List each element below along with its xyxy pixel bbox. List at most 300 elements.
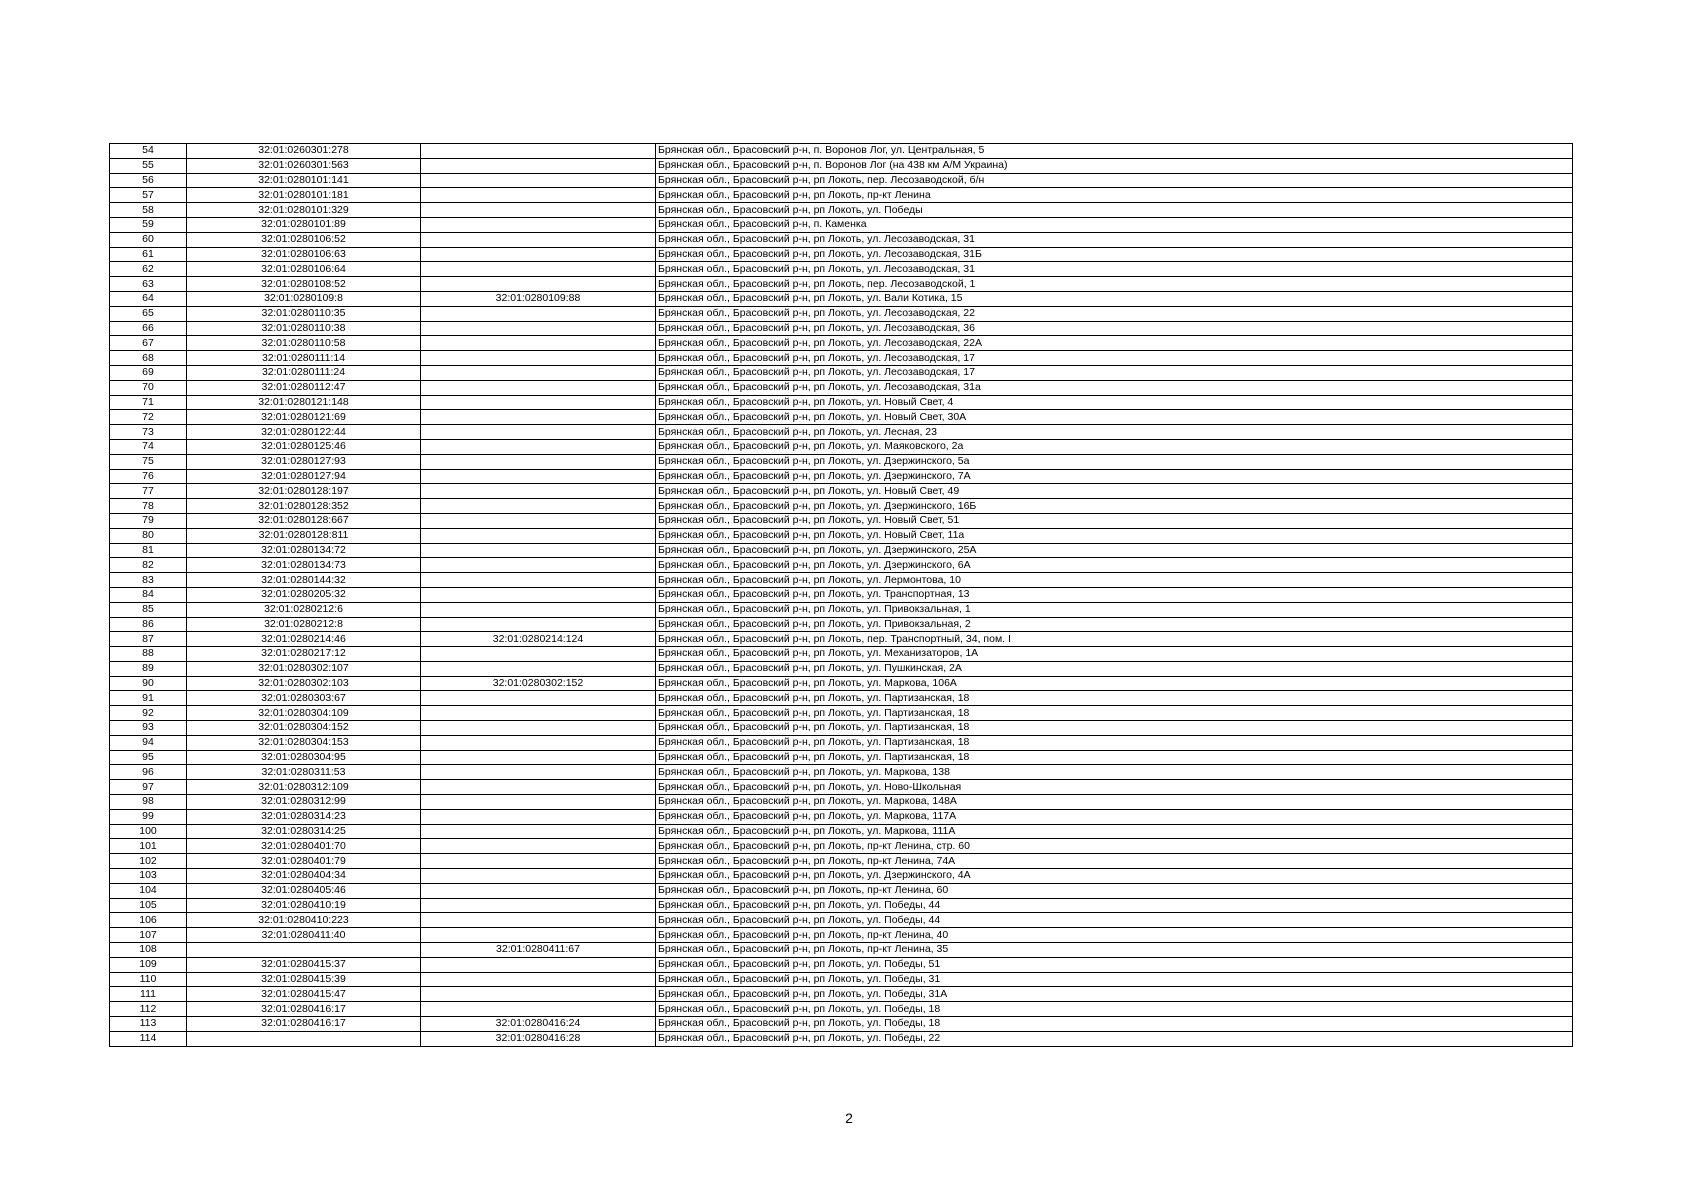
table-row xyxy=(110,602,1573,617)
related-cadastral-number-cell xyxy=(421,780,656,795)
cadastral-number-cell: 32:01:0280128:667 xyxy=(187,513,421,528)
cadastral-number-cell: 32:01:0280401:79 xyxy=(187,854,421,869)
row-number-cell: 88 xyxy=(110,647,187,662)
table-row xyxy=(110,972,1573,987)
cadastral-number-cell: 32:01:0280404:34 xyxy=(187,869,421,884)
table-row xyxy=(110,943,1573,958)
table-row xyxy=(110,1017,1573,1032)
related-cadastral-number-cell xyxy=(421,173,656,188)
table-row xyxy=(110,203,1573,218)
row-number-cell: 98 xyxy=(110,795,187,810)
cadastral-number-cell: 32:01:0280312:99 xyxy=(187,795,421,810)
related-cadastral-number-cell xyxy=(421,913,656,928)
row-number-cell: 82 xyxy=(110,558,187,573)
cadastral-number-cell: 32:01:0280312:109 xyxy=(187,780,421,795)
row-number-cell: 64 xyxy=(110,291,187,306)
cadastral-number-cell: 32:01:0280101:89 xyxy=(187,217,421,232)
table-row xyxy=(110,484,1573,499)
table-row xyxy=(110,351,1573,366)
table-row xyxy=(110,928,1573,943)
table-row xyxy=(110,454,1573,469)
related-cadastral-number-cell xyxy=(421,469,656,484)
related-cadastral-number-cell xyxy=(421,277,656,292)
row-number-cell: 55 xyxy=(110,158,187,173)
address-cell: Брянская обл., Брасовский р-н, рп Локоть, ул. Новый Свет, 4 xyxy=(656,395,1573,410)
address-cell: Брянская обл., Брасовский р-н, рп Локоть, ул. Новый Свет, 11а xyxy=(656,528,1573,543)
related-cadastral-number-cell xyxy=(421,573,656,588)
address-cell: Брянская обл., Брасовский р-н, рп Локоть, пр-кт Ленина, стр. 60 xyxy=(656,839,1573,854)
address-cell: Брянская обл., Брасовский р-н, рп Локоть, пер. Транспортный, 34, пом. I xyxy=(656,632,1573,647)
cadastral-number-cell: 32:01:0280416:17 xyxy=(187,1017,421,1032)
address-cell: Брянская обл., Брасовский р-н, рп Локоть, ул. Маркова, 117А xyxy=(656,809,1573,824)
cadastral-number-cell xyxy=(187,1031,421,1046)
address-cell: Брянская обл., Брасовский р-н, п. Воронов Лог (на 438 км А/М Украина) xyxy=(656,158,1573,173)
table-row xyxy=(110,617,1573,632)
table-row xyxy=(110,173,1573,188)
table-row xyxy=(110,883,1573,898)
table-row xyxy=(110,262,1573,277)
row-number-cell: 95 xyxy=(110,750,187,765)
address-cell: Брянская обл., Брасовский р-н, рп Локоть, ул. Маяковского, 2а xyxy=(656,439,1573,454)
related-cadastral-number-cell xyxy=(421,987,656,1002)
related-cadastral-number-cell xyxy=(421,957,656,972)
related-cadastral-number-cell xyxy=(421,365,656,380)
table-row xyxy=(110,854,1573,869)
related-cadastral-number-cell xyxy=(421,869,656,884)
table-row xyxy=(110,1031,1573,1046)
row-number-cell: 108 xyxy=(110,943,187,958)
row-number-cell: 62 xyxy=(110,262,187,277)
address-cell: Брянская обл., Брасовский р-н, рп Локоть, ул. Лесозаводская, 36 xyxy=(656,321,1573,336)
table-row xyxy=(110,898,1573,913)
address-cell: Брянская обл., Брасовский р-н, рп Локоть, ул. Дзержинского, 7А xyxy=(656,469,1573,484)
address-cell: Брянская обл., Брасовский р-н, рп Локоть, ул. Маркова, 106А xyxy=(656,676,1573,691)
row-number-cell: 72 xyxy=(110,410,187,425)
row-number-cell: 65 xyxy=(110,306,187,321)
address-cell: Брянская обл., Брасовский р-н, п. Воронов Лог, ул. Центральная, 5 xyxy=(656,144,1573,159)
table-row xyxy=(110,321,1573,336)
cadastral-number-cell: 32:01:0280410:19 xyxy=(187,898,421,913)
cadastral-number-cell: 32:01:0280144:32 xyxy=(187,573,421,588)
cadastral-number-cell: 32:01:0260301:563 xyxy=(187,158,421,173)
table-row xyxy=(110,661,1573,676)
address-cell: Брянская обл., Брасовский р-н, рп Локоть, ул. Лесозаводская, 31а xyxy=(656,380,1573,395)
related-cadastral-number-cell xyxy=(421,602,656,617)
row-number-cell: 67 xyxy=(110,336,187,351)
address-cell: Брянская обл., Брасовский р-н, рп Локоть, ул. Механизаторов, 1А xyxy=(656,647,1573,662)
table-row xyxy=(110,558,1573,573)
cadastral-number-cell: 32:01:0280302:107 xyxy=(187,661,421,676)
table-row xyxy=(110,735,1573,750)
cadastral-number-cell: 32:01:0280101:329 xyxy=(187,203,421,218)
address-cell: Брянская обл., Брасовский р-н, рп Локоть, ул. Победы, 31 xyxy=(656,972,1573,987)
related-cadastral-number-cell xyxy=(421,617,656,632)
table-row xyxy=(110,365,1573,380)
cadastral-number-cell: 32:01:0280128:811 xyxy=(187,528,421,543)
address-cell: Брянская обл., Брасовский р-н, рп Локоть, ул. Победы, 22 xyxy=(656,1031,1573,1046)
related-cadastral-number-cell: 32:01:0280416:24 xyxy=(421,1017,656,1032)
table-row xyxy=(110,410,1573,425)
table-row xyxy=(110,217,1573,232)
row-number-cell: 71 xyxy=(110,395,187,410)
related-cadastral-number-cell xyxy=(421,795,656,810)
cadastral-number-cell: 32:01:0280101:141 xyxy=(187,173,421,188)
table-row xyxy=(110,232,1573,247)
table-row xyxy=(110,306,1573,321)
address-cell: Брянская обл., Брасовский р-н, рп Локоть, ул. Лесозаводская, 31 xyxy=(656,262,1573,277)
row-number-cell: 74 xyxy=(110,439,187,454)
related-cadastral-number-cell xyxy=(421,543,656,558)
related-cadastral-number-cell: 32:01:0280109:88 xyxy=(421,291,656,306)
address-cell: Брянская обл., Брасовский р-н, рп Локоть, ул. Ново-Школьная xyxy=(656,780,1573,795)
row-number-cell: 110 xyxy=(110,972,187,987)
row-number-cell: 106 xyxy=(110,913,187,928)
address-cell: Брянская обл., Брасовский р-н, рп Локоть, ул. Партизанская, 18 xyxy=(656,691,1573,706)
address-cell: Брянская обл., Брасовский р-н, рп Локоть, ул. Партизанская, 18 xyxy=(656,750,1573,765)
row-number-cell: 85 xyxy=(110,602,187,617)
cadastral-number-cell: 32:01:0280416:17 xyxy=(187,1002,421,1017)
related-cadastral-number-cell xyxy=(421,144,656,159)
table-row xyxy=(110,380,1573,395)
related-cadastral-number-cell xyxy=(421,158,656,173)
address-cell: Брянская обл., Брасовский р-н, рп Локоть, ул. Маркова, 138 xyxy=(656,765,1573,780)
cadastral-number-cell: 32:01:0280134:73 xyxy=(187,558,421,573)
row-number-cell: 114 xyxy=(110,1031,187,1046)
table-row xyxy=(110,632,1573,647)
address-cell: Брянская обл., Брасовский р-н, рп Локоть, ул. Транспортная, 13 xyxy=(656,587,1573,602)
address-cell: Брянская обл., Брасовский р-н, рп Локоть, ул. Маркова, 111А xyxy=(656,824,1573,839)
address-cell: Брянская обл., Брасовский р-н, рп Локоть, пер. Лесозаводской, 1 xyxy=(656,277,1573,292)
cadastral-number-cell: 32:01:0280303:67 xyxy=(187,691,421,706)
related-cadastral-number-cell xyxy=(421,854,656,869)
cadastral-number-cell: 32:01:0280125:46 xyxy=(187,439,421,454)
table-row xyxy=(110,795,1573,810)
address-cell: Брянская обл., Брасовский р-н, рп Локоть, ул. Лесозаводская, 22А xyxy=(656,336,1573,351)
table-row xyxy=(110,499,1573,514)
related-cadastral-number-cell xyxy=(421,972,656,987)
related-cadastral-number-cell xyxy=(421,247,656,262)
cadastral-number-cell: 32:01:0280121:148 xyxy=(187,395,421,410)
cadastral-number-cell: 32:01:0280106:52 xyxy=(187,232,421,247)
row-number-cell: 66 xyxy=(110,321,187,336)
related-cadastral-number-cell xyxy=(421,513,656,528)
address-cell: Брянская обл., Брасовский р-н, рп Локоть, ул. Победы, 18 xyxy=(656,1017,1573,1032)
table-body xyxy=(110,144,1573,1047)
related-cadastral-number-cell xyxy=(421,395,656,410)
row-number-cell: 68 xyxy=(110,351,187,366)
related-cadastral-number-cell xyxy=(421,587,656,602)
table-row xyxy=(110,676,1573,691)
cadastral-number-cell: 32:01:0280127:93 xyxy=(187,454,421,469)
row-number-cell: 89 xyxy=(110,661,187,676)
address-cell: Брянская обл., Брасовский р-н, рп Локоть, пр-кт Ленина, 35 xyxy=(656,943,1573,958)
related-cadastral-number-cell xyxy=(421,721,656,736)
row-number-cell: 101 xyxy=(110,839,187,854)
cadastral-number-cell: 32:01:0280217:12 xyxy=(187,647,421,662)
table-row xyxy=(110,513,1573,528)
cadastral-number-cell: 32:01:0280214:46 xyxy=(187,632,421,647)
related-cadastral-number-cell xyxy=(421,306,656,321)
table-row xyxy=(110,439,1573,454)
address-cell: Брянская обл., Брасовский р-н, рп Локоть, ул. Партизанская, 18 xyxy=(656,706,1573,721)
cadastral-number-cell: 32:01:0280304:152 xyxy=(187,721,421,736)
cadastral-number-cell: 32:01:0280127:94 xyxy=(187,469,421,484)
row-number-cell: 83 xyxy=(110,573,187,588)
cadastral-number-cell: 32:01:0280415:37 xyxy=(187,957,421,972)
cadastral-number-cell: 32:01:0280405:46 xyxy=(187,883,421,898)
table-row xyxy=(110,336,1573,351)
address-cell: Брянская обл., Брасовский р-н, рп Локоть, ул. Лермонтова, 10 xyxy=(656,573,1573,588)
table-row xyxy=(110,291,1573,306)
address-cell: Брянская обл., Брасовский р-н, рп Локоть, ул. Победы, 31А xyxy=(656,987,1573,1002)
row-number-cell: 103 xyxy=(110,869,187,884)
cadastral-number-cell: 32:01:0260301:278 xyxy=(187,144,421,159)
cadastral-number-cell: 32:01:0280205:32 xyxy=(187,587,421,602)
row-number-cell: 90 xyxy=(110,676,187,691)
address-cell: Брянская обл., Брасовский р-н, рп Локоть, ул. Партизанская, 18 xyxy=(656,735,1573,750)
related-cadastral-number-cell: 32:01:0280411:67 xyxy=(421,943,656,958)
table-row xyxy=(110,765,1573,780)
row-number-cell: 86 xyxy=(110,617,187,632)
cadastral-number-cell: 32:01:0280311:53 xyxy=(187,765,421,780)
address-cell: Брянская обл., Брасовский р-н, рп Локоть, ул. Победы, 18 xyxy=(656,1002,1573,1017)
related-cadastral-number-cell xyxy=(421,321,656,336)
row-number-cell: 92 xyxy=(110,706,187,721)
table-row xyxy=(110,247,1573,262)
cadastral-number-cell: 32:01:0280212:8 xyxy=(187,617,421,632)
table-row xyxy=(110,277,1573,292)
related-cadastral-number-cell: 32:01:0280214:124 xyxy=(421,632,656,647)
table-row xyxy=(110,158,1573,173)
related-cadastral-number-cell xyxy=(421,217,656,232)
related-cadastral-number-cell xyxy=(421,558,656,573)
cadastral-number-cell: 32:01:0280101:181 xyxy=(187,188,421,203)
address-cell: Брянская обл., Брасовский р-н, рп Локоть, пр-кт Ленина, 60 xyxy=(656,883,1573,898)
table-row xyxy=(110,721,1573,736)
table-row xyxy=(110,1002,1573,1017)
cadastral-number-cell: 32:01:0280110:38 xyxy=(187,321,421,336)
row-number-cell: 58 xyxy=(110,203,187,218)
row-number-cell: 61 xyxy=(110,247,187,262)
row-number-cell: 107 xyxy=(110,928,187,943)
table-row xyxy=(110,528,1573,543)
table-row xyxy=(110,824,1573,839)
table-row xyxy=(110,144,1573,159)
cadastral-number-cell: 32:01:0280134:72 xyxy=(187,543,421,558)
row-number-cell: 104 xyxy=(110,883,187,898)
address-cell: Брянская обл., Брасовский р-н, рп Локоть, ул. Маркова, 148А xyxy=(656,795,1573,810)
cadastral-number-cell: 32:01:0280401:70 xyxy=(187,839,421,854)
table-row xyxy=(110,957,1573,972)
row-number-cell: 77 xyxy=(110,484,187,499)
row-number-cell: 70 xyxy=(110,380,187,395)
related-cadastral-number-cell xyxy=(421,410,656,425)
related-cadastral-number-cell: 32:01:0280416:28 xyxy=(421,1031,656,1046)
table-row xyxy=(110,913,1573,928)
row-number-cell: 69 xyxy=(110,365,187,380)
row-number-cell: 113 xyxy=(110,1017,187,1032)
cadastral-number-cell: 32:01:0280111:24 xyxy=(187,365,421,380)
address-cell: Брянская обл., Брасовский р-н, п. Каменка xyxy=(656,217,1573,232)
cadastral-number-cell: 32:01:0280410:223 xyxy=(187,913,421,928)
address-cell: Брянская обл., Брасовский р-н, рп Локоть, пр-кт Ленина, 74А xyxy=(656,854,1573,869)
related-cadastral-number-cell xyxy=(421,203,656,218)
cadastral-number-cell: 32:01:0280106:63 xyxy=(187,247,421,262)
related-cadastral-number-cell xyxy=(421,898,656,913)
table-row xyxy=(110,750,1573,765)
row-number-cell: 111 xyxy=(110,987,187,1002)
cadastral-number-cell: 32:01:0280128:197 xyxy=(187,484,421,499)
cadastral-number-cell: 32:01:0280304:153 xyxy=(187,735,421,750)
cadastral-number-cell: 32:01:0280106:64 xyxy=(187,262,421,277)
related-cadastral-number-cell: 32:01:0280302:152 xyxy=(421,676,656,691)
address-cell: Брянская обл., Брасовский р-н, рп Локоть, ул. Дзержинского, 25А xyxy=(656,543,1573,558)
table-row xyxy=(110,188,1573,203)
cadastral-number-cell: 32:01:0280122:44 xyxy=(187,425,421,440)
row-number-cell: 97 xyxy=(110,780,187,795)
related-cadastral-number-cell xyxy=(421,188,656,203)
row-number-cell: 105 xyxy=(110,898,187,913)
cadastral-number-cell: 32:01:0280121:69 xyxy=(187,410,421,425)
row-number-cell: 59 xyxy=(110,217,187,232)
table-row xyxy=(110,425,1573,440)
row-number-cell: 109 xyxy=(110,957,187,972)
related-cadastral-number-cell xyxy=(421,928,656,943)
row-number-cell: 57 xyxy=(110,188,187,203)
related-cadastral-number-cell xyxy=(421,661,656,676)
related-cadastral-number-cell xyxy=(421,809,656,824)
related-cadastral-number-cell xyxy=(421,883,656,898)
address-cell: Брянская обл., Брасовский р-н, рп Локоть, ул. Победы xyxy=(656,203,1573,218)
related-cadastral-number-cell xyxy=(421,484,656,499)
table-row xyxy=(110,809,1573,824)
related-cadastral-number-cell xyxy=(421,750,656,765)
address-cell: Брянская обл., Брасовский р-н, рп Локоть, ул. Лесная, 23 xyxy=(656,425,1573,440)
related-cadastral-number-cell xyxy=(421,824,656,839)
table-row xyxy=(110,469,1573,484)
row-number-cell: 63 xyxy=(110,277,187,292)
address-cell: Брянская обл., Брасовский р-н, рп Локоть, ул. Лесозаводская, 17 xyxy=(656,365,1573,380)
table-row xyxy=(110,587,1573,602)
address-cell: Брянская обл., Брасовский р-н, рп Локоть, ул. Лесозаводская, 17 xyxy=(656,351,1573,366)
cadastral-number-cell: 32:01:0280110:35 xyxy=(187,306,421,321)
address-cell: Брянская обл., Брасовский р-н, рп Локоть, ул. Пушкинская, 2А xyxy=(656,661,1573,676)
related-cadastral-number-cell xyxy=(421,336,656,351)
table-row xyxy=(110,780,1573,795)
table-row xyxy=(110,706,1573,721)
cadastral-number-cell: 32:01:0280110:58 xyxy=(187,336,421,351)
row-number-cell: 99 xyxy=(110,809,187,824)
table-row xyxy=(110,543,1573,558)
address-cell: Брянская обл., Брасовский р-н, рп Локоть, ул. Лесозаводская, 31 xyxy=(656,232,1573,247)
address-cell: Брянская обл., Брасовский р-н, рп Локоть, ул. Дзержинского, 4А xyxy=(656,869,1573,884)
table-row xyxy=(110,573,1573,588)
address-cell: Брянская обл., Брасовский р-н, рп Локоть, ул. Лесозаводская, 22 xyxy=(656,306,1573,321)
row-number-cell: 91 xyxy=(110,691,187,706)
cadastral-number-cell: 32:01:0280128:352 xyxy=(187,499,421,514)
cadastral-number-cell: 32:01:0280304:95 xyxy=(187,750,421,765)
cadastral-number-cell: 32:01:0280415:47 xyxy=(187,987,421,1002)
table-row xyxy=(110,987,1573,1002)
related-cadastral-number-cell xyxy=(421,647,656,662)
cadastral-number-cell: 32:01:0280415:39 xyxy=(187,972,421,987)
cadastral-number-cell: 32:01:0280314:23 xyxy=(187,809,421,824)
related-cadastral-number-cell xyxy=(421,735,656,750)
address-cell: Брянская обл., Брасовский р-н, рп Локоть, ул. Привокзальная, 2 xyxy=(656,617,1573,632)
row-number-cell: 79 xyxy=(110,513,187,528)
cadastral-number-cell: 32:01:0280112:47 xyxy=(187,380,421,395)
related-cadastral-number-cell xyxy=(421,439,656,454)
address-cell: Брянская обл., Брасовский р-н, рп Локоть, ул. Новый Свет, 51 xyxy=(656,513,1573,528)
page-number: 2 xyxy=(845,1110,853,1126)
related-cadastral-number-cell xyxy=(421,262,656,277)
table-row xyxy=(110,869,1573,884)
address-cell: Брянская обл., Брасовский р-н, рп Локоть, ул. Новый Свет, 30А xyxy=(656,410,1573,425)
cadastral-number-cell: 32:01:0280108:52 xyxy=(187,277,421,292)
row-number-cell: 87 xyxy=(110,632,187,647)
row-number-cell: 75 xyxy=(110,454,187,469)
row-number-cell: 56 xyxy=(110,173,187,188)
related-cadastral-number-cell xyxy=(421,1002,656,1017)
row-number-cell: 84 xyxy=(110,587,187,602)
cadastral-number-cell: 32:01:0280304:109 xyxy=(187,706,421,721)
row-number-cell: 96 xyxy=(110,765,187,780)
cadastral-number-cell: 32:01:0280411:40 xyxy=(187,928,421,943)
cadastral-number-cell xyxy=(187,943,421,958)
related-cadastral-number-cell xyxy=(421,425,656,440)
row-number-cell: 80 xyxy=(110,528,187,543)
row-number-cell: 102 xyxy=(110,854,187,869)
related-cadastral-number-cell xyxy=(421,706,656,721)
address-cell: Брянская обл., Брасовский р-н, рп Локоть, пер. Лесозаводской, б/н xyxy=(656,173,1573,188)
address-cell: Брянская обл., Брасовский р-н, рп Локоть, ул. Новый Свет, 49 xyxy=(656,484,1573,499)
row-number-cell: 60 xyxy=(110,232,187,247)
address-cell: Брянская обл., Брасовский р-н, рп Локоть, пр-кт Ленина, 40 xyxy=(656,928,1573,943)
cadastral-number-cell: 32:01:0280109:8 xyxy=(187,291,421,306)
address-cell: Брянская обл., Брасовский р-н, рп Локоть, ул. Дзержинского, 16Б xyxy=(656,499,1573,514)
cadastral-number-cell: 32:01:0280212:6 xyxy=(187,602,421,617)
related-cadastral-number-cell xyxy=(421,380,656,395)
table-row xyxy=(110,647,1573,662)
address-cell: Брянская обл., Брасовский р-н, рп Локоть, ул. Дзержинского, 6А xyxy=(656,558,1573,573)
address-cell: Брянская обл., Брасовский р-н, рп Локоть, ул. Вали Котика, 15 xyxy=(656,291,1573,306)
address-cell: Брянская обл., Брасовский р-н, рп Локоть, ул. Победы, 44 xyxy=(656,898,1573,913)
row-number-cell: 73 xyxy=(110,425,187,440)
property-table xyxy=(109,143,1573,1047)
related-cadastral-number-cell xyxy=(421,839,656,854)
row-number-cell: 78 xyxy=(110,499,187,514)
row-number-cell: 81 xyxy=(110,543,187,558)
address-cell: Брянская обл., Брасовский р-н, рп Локоть, пр-кт Ленина xyxy=(656,188,1573,203)
related-cadastral-number-cell xyxy=(421,454,656,469)
row-number-cell: 76 xyxy=(110,469,187,484)
related-cadastral-number-cell xyxy=(421,499,656,514)
table-row xyxy=(110,691,1573,706)
address-cell: Брянская обл., Брасовский р-н, рп Локоть, ул. Дзержинского, 5а xyxy=(656,454,1573,469)
related-cadastral-number-cell xyxy=(421,232,656,247)
address-cell: Брянская обл., Брасовский р-н, рп Локоть, ул. Победы, 51 xyxy=(656,957,1573,972)
cadastral-number-cell: 32:01:0280302:103 xyxy=(187,676,421,691)
cadastral-number-cell: 32:01:0280314:25 xyxy=(187,824,421,839)
row-number-cell: 54 xyxy=(110,144,187,159)
address-cell: Брянская обл., Брасовский р-н, рп Локоть, ул. Партизанская, 18 xyxy=(656,721,1573,736)
row-number-cell: 93 xyxy=(110,721,187,736)
row-number-cell: 94 xyxy=(110,735,187,750)
related-cadastral-number-cell xyxy=(421,528,656,543)
related-cadastral-number-cell xyxy=(421,351,656,366)
row-number-cell: 112 xyxy=(110,1002,187,1017)
table-row xyxy=(110,839,1573,854)
